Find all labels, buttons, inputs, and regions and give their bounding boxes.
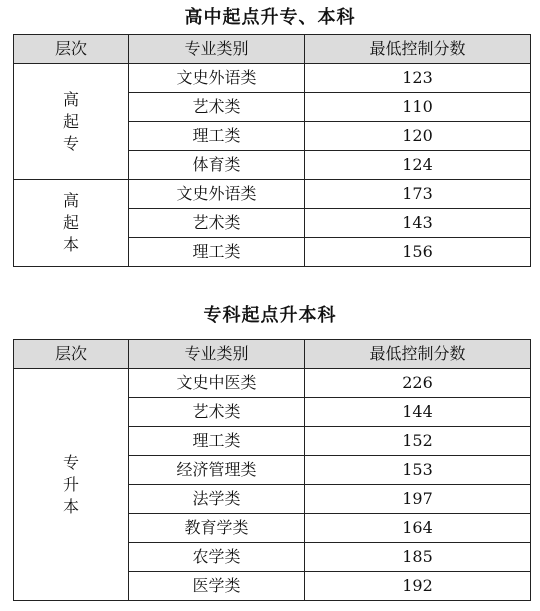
score-cell: 152 — [305, 427, 531, 456]
score-cell: 156 — [305, 238, 531, 267]
table-row — [14, 64, 531, 93]
table-row — [14, 369, 531, 398]
score-cell: 164 — [305, 514, 531, 543]
category-cell: 农学类 — [129, 543, 305, 572]
level-cell: 专 升 本 — [14, 369, 129, 601]
score-cell: 144 — [305, 398, 531, 427]
header-row — [14, 340, 531, 369]
column-header-category: 专业类别 — [129, 35, 305, 64]
score-table — [13, 339, 531, 601]
score-cell: 153 — [305, 456, 531, 485]
score-cell: 173 — [305, 180, 531, 209]
category-cell: 理工类 — [129, 427, 305, 456]
score-cell: 123 — [305, 64, 531, 93]
column-header-score: 最低控制分数 — [305, 340, 531, 369]
table-title: 高中起点升专、本科 — [184, 7, 356, 28]
score-cell: 120 — [305, 122, 531, 151]
category-cell: 艺术类 — [129, 398, 305, 427]
level-cell: 高 起 专 — [14, 64, 129, 180]
header-row — [14, 35, 531, 64]
category-cell: 理工类 — [129, 122, 305, 151]
category-cell: 教育学类 — [129, 514, 305, 543]
score-cell: 185 — [305, 543, 531, 572]
category-cell: 经济管理类 — [129, 456, 305, 485]
table-row — [14, 180, 531, 209]
category-cell: 艺术类 — [129, 93, 305, 122]
category-cell: 医学类 — [129, 572, 305, 601]
column-header-score: 最低控制分数 — [305, 35, 531, 64]
category-cell: 文史外语类 — [129, 64, 305, 93]
category-cell: 理工类 — [129, 238, 305, 267]
level-cell: 高 起 本 — [14, 180, 129, 267]
score-cell: 192 — [305, 572, 531, 601]
score-cell: 197 — [305, 485, 531, 514]
category-cell: 文史外语类 — [129, 180, 305, 209]
score-cell: 124 — [305, 151, 531, 180]
table-title: 专科起点升本科 — [203, 305, 337, 326]
column-header-level: 层次 — [14, 35, 129, 64]
score-cell: 226 — [305, 369, 531, 398]
column-header-level: 层次 — [14, 340, 129, 369]
category-cell: 法学类 — [129, 485, 305, 514]
score-table — [13, 34, 531, 267]
score-cell: 110 — [305, 93, 531, 122]
column-header-category: 专业类别 — [129, 340, 305, 369]
score-cell: 143 — [305, 209, 531, 238]
category-cell: 艺术类 — [129, 209, 305, 238]
category-cell: 体育类 — [129, 151, 305, 180]
category-cell: 文史中医类 — [129, 369, 305, 398]
